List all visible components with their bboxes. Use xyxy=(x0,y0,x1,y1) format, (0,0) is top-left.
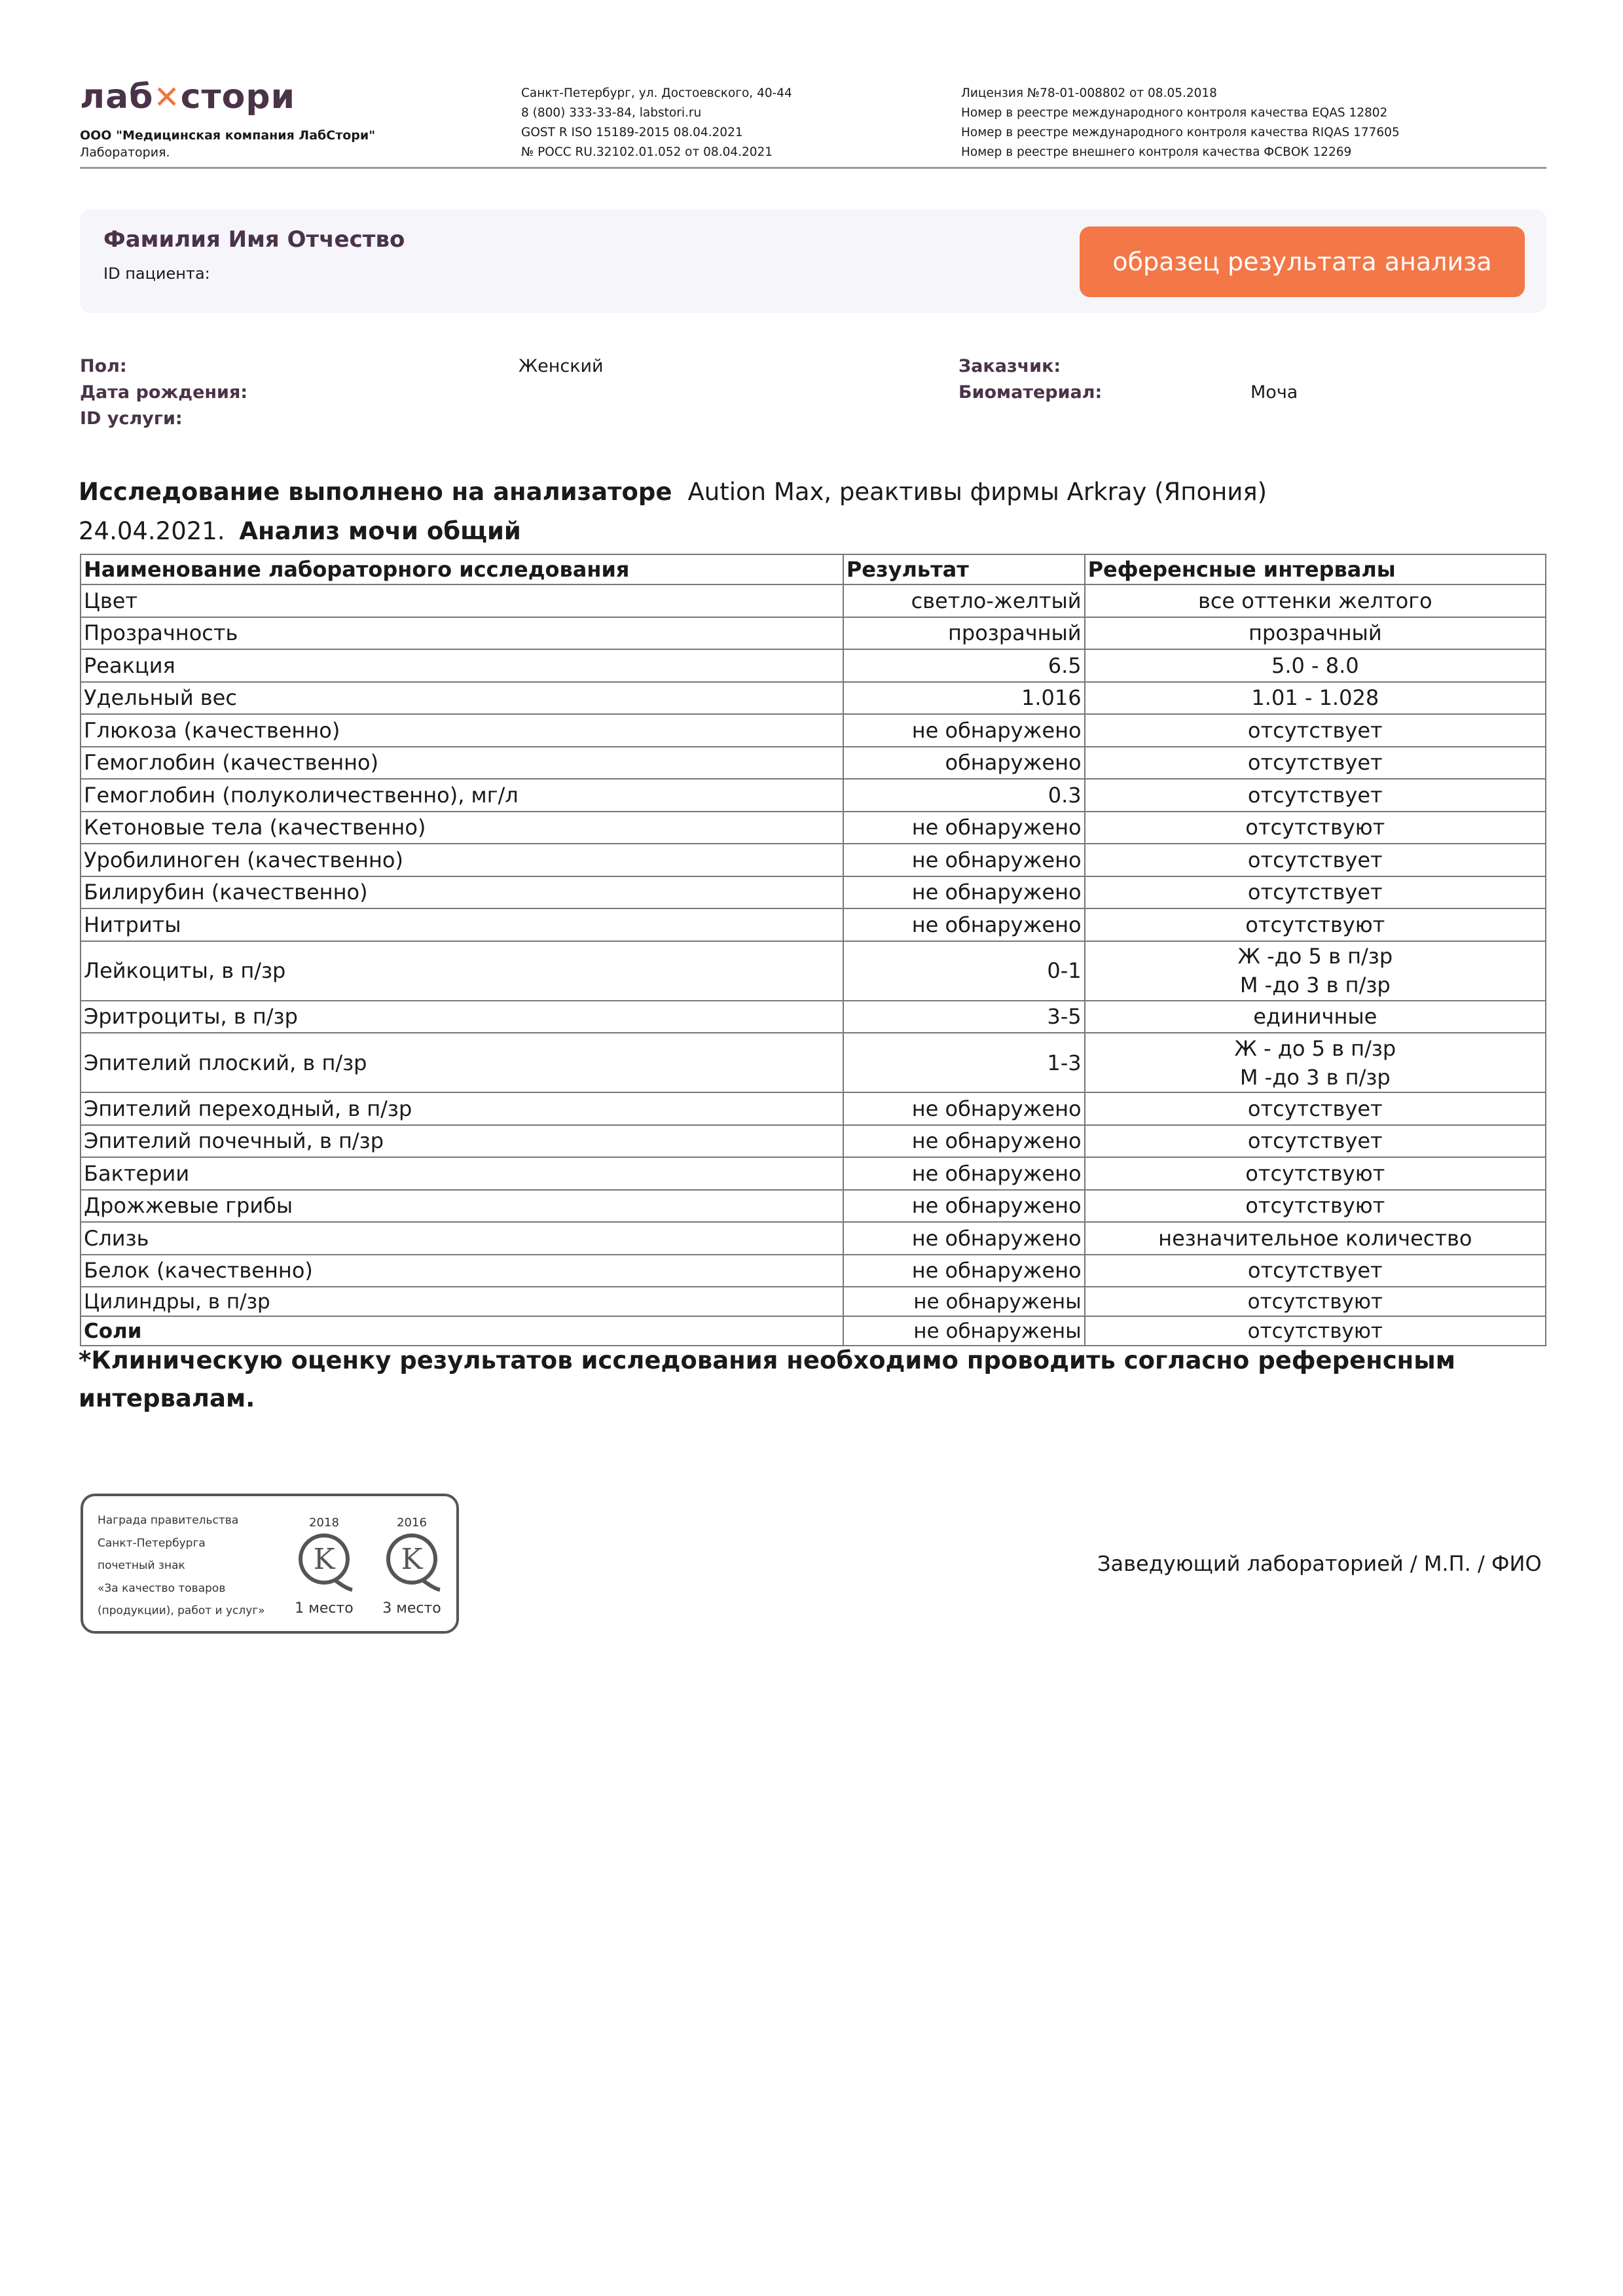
reference-cell xyxy=(1085,714,1546,747)
award-line: Санкт-Петербурга xyxy=(98,1536,206,1550)
quality-mark-place: 3 место xyxy=(382,1600,441,1617)
reference-line: отсутствует xyxy=(1247,717,1383,743)
reference-line: все оттенки желтого xyxy=(1197,588,1432,613)
reference-cell xyxy=(1085,1157,1546,1190)
award-badge xyxy=(81,1494,459,1634)
reference-line: отсутствуют xyxy=(1247,1319,1383,1343)
reference-cell xyxy=(1085,1125,1546,1158)
quality-k-letter: K xyxy=(401,1543,423,1576)
test-name-cell: Удельный вес xyxy=(81,682,843,715)
result-cell: прозрачный xyxy=(843,617,1085,650)
table-header-row xyxy=(81,554,1546,584)
license-line: Лицензия №78-01-008802 от 08.05.2018 xyxy=(961,86,1217,100)
table-row xyxy=(81,1287,1546,1316)
patient-info-values-left xyxy=(519,353,604,380)
reference-cell xyxy=(1085,1033,1546,1092)
result-cell: 0-1 xyxy=(843,941,1085,1001)
result-cell: не обнаружены xyxy=(843,1287,1085,1316)
award-text xyxy=(98,1509,265,1623)
reference-line: 5.0 - 8.0 xyxy=(1271,653,1359,678)
biomaterial-label: Биоматериал: xyxy=(958,382,1103,403)
eqas-line: Номер в реестре международного контроля качества EQAS 12802 xyxy=(961,106,1388,120)
result-cell: не обнаружено xyxy=(843,1125,1085,1158)
reference-line: отсутствует xyxy=(1247,750,1383,776)
result-cell: не обнаружено xyxy=(843,714,1085,747)
test-name-cell: Белок (качественно) xyxy=(81,1255,843,1287)
reference-line: отсутствует xyxy=(1247,1096,1383,1121)
reference-cell xyxy=(1085,1222,1546,1255)
reference-line: отсутствуют xyxy=(1247,1289,1383,1314)
test-name-cell: Кетоновые тела (качественно) xyxy=(81,812,843,844)
test-name-cell: Прозрачность xyxy=(81,617,843,650)
reference-cell xyxy=(1085,584,1546,617)
document-header xyxy=(80,71,1546,169)
reference-line: отсутствуют xyxy=(1245,815,1385,840)
table-row xyxy=(81,908,1546,941)
table-row xyxy=(81,1125,1546,1158)
clinical-footnote: *Клиническую оценку результатов исследования необходимо проводить согласно референсным интервалам. xyxy=(79,1346,1455,1412)
test-name-cell: Нитриты xyxy=(81,908,843,941)
reference-line: единичные xyxy=(1253,1004,1377,1030)
logo-butterfly-icon: ✕ xyxy=(153,79,181,116)
result-cell: 3-5 xyxy=(843,1001,1085,1033)
service-id-label: ID услуги: xyxy=(80,408,183,429)
quality-mark-2018 xyxy=(291,1516,357,1617)
reference-cell xyxy=(1085,1190,1546,1223)
table-row xyxy=(81,584,1546,617)
reference-line: отсутствуют xyxy=(1245,1160,1385,1186)
test-name-cell: Дрожжевые грибы xyxy=(81,1190,843,1223)
logo-text-right: стори xyxy=(180,77,296,117)
test-name-cell: Лейкоциты, в п/зр xyxy=(81,941,843,1001)
award-line: Награда правительства xyxy=(98,1514,239,1527)
table-row xyxy=(81,941,1546,1001)
sex-label: Пол: xyxy=(80,356,127,376)
quality-k-icon xyxy=(382,1530,441,1592)
reference-line: Ж - до 5 в п/зр xyxy=(1234,1035,1396,1061)
patient-name: Фамилия Имя Отчество xyxy=(103,226,405,253)
award-line: (продукции), работ и услуг» xyxy=(98,1604,265,1617)
table-row xyxy=(81,1001,1546,1033)
quality-mark-year: 2018 xyxy=(309,1516,339,1530)
reference-cell xyxy=(1085,1255,1546,1287)
table-row xyxy=(81,1222,1546,1255)
test-name-cell: Эритроциты, в п/зр xyxy=(81,1001,843,1033)
reference-cell xyxy=(1085,682,1546,715)
test-name-cell: Цилиндры, в п/зр xyxy=(81,1287,843,1316)
reference-cell xyxy=(1085,908,1546,941)
result-cell: обнаружено xyxy=(843,747,1085,780)
patient-info-labels-left xyxy=(80,353,247,432)
logo-text-left: лаб xyxy=(80,77,154,117)
quality-k-icon xyxy=(295,1530,354,1592)
table-row xyxy=(81,844,1546,876)
test-name-cell: Эпителий переходный, в п/зр xyxy=(81,1092,843,1125)
reference-cell xyxy=(1085,1092,1546,1125)
table-row xyxy=(81,714,1546,747)
riqas-line: Номер в реестре международного контроля качества RIQAS 177605 xyxy=(961,126,1400,139)
result-cell: не обнаружено xyxy=(843,908,1085,941)
table-row xyxy=(81,617,1546,650)
reference-line: прозрачный xyxy=(1248,620,1382,646)
results-table xyxy=(80,554,1546,1346)
result-cell: не обнаружено xyxy=(843,844,1085,876)
result-cell: не обнаружено xyxy=(843,1092,1085,1125)
reference-cell xyxy=(1085,812,1546,844)
result-cell: светло-желтый xyxy=(843,584,1085,617)
reference-line: 1.01 - 1.028 xyxy=(1251,685,1379,711)
table-row xyxy=(81,876,1546,909)
test-name-cell: Реакция xyxy=(81,649,843,682)
quality-mark-year: 2016 xyxy=(397,1516,427,1530)
reference-line: М -до 3 в п/зр xyxy=(1239,1064,1391,1090)
test-name-cell: Гемоглобин (полуколичественно), мг/л xyxy=(81,779,843,812)
reference-line: незначительное количество xyxy=(1158,1225,1472,1251)
header-reference: Референсные интервалы xyxy=(1085,554,1546,584)
reference-line: отсутствует xyxy=(1247,1258,1383,1283)
reference-cell xyxy=(1085,1001,1546,1033)
result-cell: не обнаружено xyxy=(843,1222,1085,1255)
test-name-cell: Слизь xyxy=(81,1222,843,1255)
reference-cell xyxy=(1085,747,1546,780)
result-cell: 6.5 xyxy=(843,649,1085,682)
test-name-cell: Соли xyxy=(81,1316,843,1346)
study-prefix: Исследование выполнено на анализаторе xyxy=(79,478,672,506)
quality-mark-place: 1 место xyxy=(295,1600,354,1617)
labstori-logo xyxy=(80,77,295,117)
patient-card xyxy=(80,209,1546,313)
test-name-cell: Билирубин (качественно) xyxy=(81,876,843,909)
reference-cell xyxy=(1085,941,1546,1001)
result-cell: 1-3 xyxy=(843,1033,1085,1092)
patient-info-values-right xyxy=(1250,380,1298,406)
company-name: ООО "Медицинская компания ЛабСтори" xyxy=(80,128,376,143)
reference-line: отсутствует xyxy=(1247,847,1383,872)
reference-line: отсутствуют xyxy=(1245,1193,1385,1219)
result-cell: 0.3 xyxy=(843,779,1085,812)
sample-result-button[interactable]: образец результата анализа xyxy=(1080,226,1525,297)
ross-line: № РОСС RU.32102.01.052 от 08.04.2021 xyxy=(521,145,773,159)
table-row xyxy=(81,1157,1546,1190)
reference-line: отсутствуют xyxy=(1245,912,1385,937)
analyzer-name: Aution Max, реактивы фирмы Arkray (Япония) xyxy=(687,478,1267,506)
table-row xyxy=(81,1092,1546,1125)
quality-mark-2016 xyxy=(379,1516,445,1617)
table-row xyxy=(81,1190,1546,1223)
award-line: «За качество товаров xyxy=(98,1581,226,1595)
table-row xyxy=(81,649,1546,682)
reference-cell xyxy=(1085,1287,1546,1316)
test-name-cell: Цвет xyxy=(81,584,843,617)
address-block xyxy=(521,84,792,162)
patient-id-label: ID пациента: xyxy=(103,264,210,283)
reference-line: отсутствует xyxy=(1247,782,1383,808)
table-row xyxy=(81,1255,1546,1287)
result-cell: 1.016 xyxy=(843,682,1085,715)
result-cell: не обнаружено xyxy=(843,812,1085,844)
table-row xyxy=(81,747,1546,780)
header-test-name: Наименование лабораторного исследования xyxy=(81,554,843,584)
table-row xyxy=(81,779,1546,812)
reference-line: отсутствует xyxy=(1247,880,1383,905)
study-analyzer-line xyxy=(79,478,1267,506)
test-name-cell: Уробилиноген (качественно) xyxy=(81,844,843,876)
lab-head-signature: Заведующий лабораторией / М.П. / ФИО xyxy=(1097,1551,1542,1576)
table-row xyxy=(81,1033,1546,1092)
result-cell: не обнаружено xyxy=(843,1255,1085,1287)
fsvok-line: Номер в реестре внешнего контроля качества ФСВОК 12269 xyxy=(961,145,1352,159)
reference-line: Ж -до 5 в п/зр xyxy=(1237,944,1393,969)
test-name-cell: Эпителий почечный, в п/зр xyxy=(81,1125,843,1158)
reference-cell xyxy=(1085,876,1546,909)
study-date: 24.04.2021. xyxy=(79,517,225,545)
reference-cell xyxy=(1085,844,1546,876)
reference-line: М -до 3 в п/зр xyxy=(1239,973,1391,997)
test-name-cell: Глюкоза (качественно) xyxy=(81,714,843,747)
test-name-cell: Гемоглобин (качественно) xyxy=(81,747,843,780)
test-name-cell: Эпителий плоский, в п/зр xyxy=(81,1033,843,1092)
reference-line: отсутствует xyxy=(1247,1128,1383,1154)
result-cell: не обнаружено xyxy=(843,876,1085,909)
study-date-title xyxy=(79,517,521,545)
result-cell: не обнаружены xyxy=(843,1316,1085,1346)
customer-label: Заказчик: xyxy=(958,356,1061,376)
patient-info-labels-right xyxy=(958,353,1102,406)
biomaterial-value: Моча xyxy=(1250,382,1298,403)
table-row xyxy=(81,682,1546,715)
table-row xyxy=(81,812,1546,844)
result-cell: не обнаружено xyxy=(843,1190,1085,1223)
test-name-cell: Бактерии xyxy=(81,1157,843,1190)
reference-cell xyxy=(1085,779,1546,812)
quality-k-letter: K xyxy=(313,1543,335,1576)
reference-cell xyxy=(1085,617,1546,650)
sex-value: Женский xyxy=(519,356,604,376)
gost-line: GOST R ISO 15189-2015 08.04.2021 xyxy=(521,126,743,139)
study-title: Анализ мочи общий xyxy=(239,517,521,545)
company-subtitle: Лаборатория. xyxy=(80,145,170,160)
award-line: почетный знак xyxy=(98,1559,185,1572)
license-block xyxy=(961,84,1400,162)
header-result: Результат xyxy=(843,554,1085,584)
phone-line: 8 (800) 333-33-84, labstori.ru xyxy=(521,106,702,120)
result-cell: не обнаружено xyxy=(843,1157,1085,1190)
reference-cell xyxy=(1085,649,1546,682)
birthdate-label: Дата рождения: xyxy=(80,382,248,403)
address-line: Санкт-Петербург, ул. Достоевского, 40-44 xyxy=(521,86,792,100)
